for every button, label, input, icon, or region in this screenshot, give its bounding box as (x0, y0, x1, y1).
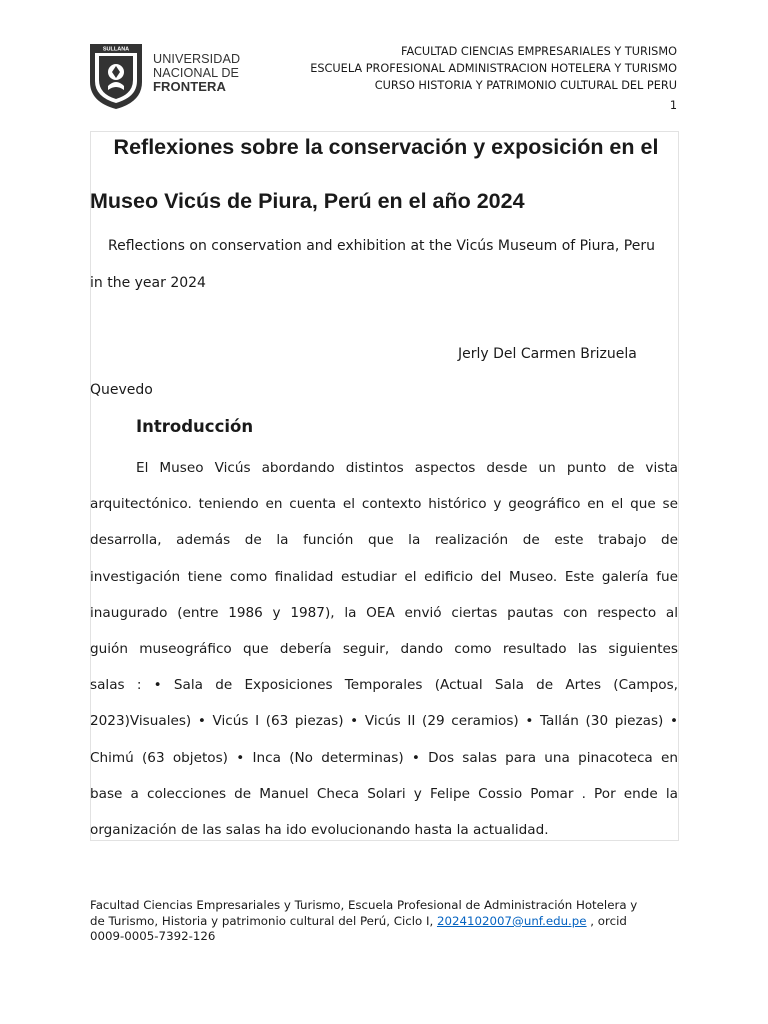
body-line: desarrolla, además de la función que la realización de este trabajo de (90, 532, 678, 549)
body-line: arquitectónico. teniendo en cuenta el contexto histórico y geográfico en el que se (90, 496, 678, 513)
body-line: 2023)Visuales) • Vicús I (63 piezas) • Vicús II (29 ceramios) • Tallán (30 piezas) • (90, 713, 678, 730)
page-footer (90, 898, 637, 945)
body-line: inaugurado (entre 1986 y 1987), la OEA envió ciertas pautas con respecto al (90, 604, 678, 621)
university-name (153, 53, 240, 94)
header-line: FACULTAD CIENCIAS EMPRESARIALES Y TURISMO (401, 45, 677, 58)
section-heading: Introducción (136, 417, 254, 436)
body-paragraph (90, 450, 678, 848)
body-line: salas : • Sala de Exposiciones Temporales (Actual Sala de Artes (Campos, (90, 677, 678, 694)
author-email-link[interactable]: 2024102007@unf.edu.pe (436, 913, 587, 928)
footer-line (90, 914, 637, 930)
university-name-line: UNIVERSIDAD (153, 52, 241, 66)
header-line: CURSO HISTORIA Y PATRIMONIO CULTURAL DEL PERU (374, 79, 677, 92)
title-line: Museo Vicús de Piura, Perú en el año 2024 (90, 189, 525, 213)
body-line: organización de las salas ha ido evolucionando hasta la actualidad. (90, 821, 549, 838)
document-title (90, 120, 678, 228)
header-line: ESCUELA PROFESIONAL ADMINISTRACION HOTELERA Y TURISMO (310, 62, 677, 75)
body-line: El Museo Vicús abordando distintos aspectos desde un punto de vista (136, 460, 678, 476)
footer-line: Facultad Ciencias Empresariales y Turismo, Escuela Profesional de Administración Hotelera y (90, 898, 638, 912)
author-name-line-1: Jerly Del Carmen Brizuela (458, 346, 637, 362)
subtitle-line: Reflections on conservation and exhibition at the Vicús Museum of Piura, Peru (108, 238, 655, 254)
university-name-line: NACIONAL DE (153, 65, 240, 80)
university-name-line: FRONTERA (153, 79, 227, 95)
author-name-line-2: Quevedo (90, 382, 153, 398)
page-number: 1 (669, 99, 677, 112)
seal-label: SULLANA (102, 46, 130, 53)
body-line: Chimú (63 objetos) • Inca (No determinas) • Dos salas para una pinacoteca en (90, 749, 678, 766)
page-header (310, 43, 677, 114)
body-line: base a colecciones de Manuel Checa Solari y Felipe Cossio Pomar . Por ende la (90, 785, 678, 802)
title-line: Reflexiones sobre la conservación y exposición en el (113, 135, 659, 159)
subtitle-line: in the year 2024 (90, 275, 206, 291)
body-line: guión museográfico que debería seguir, dando como resultado las siguientes (90, 640, 678, 657)
orcid-id: 0009-0005-7392-126 (90, 929, 216, 944)
footer-text: de Turismo, Historia y patrimonio cultural del Perú, Ciclo I, (90, 913, 437, 928)
footer-text: , orcid (586, 913, 627, 928)
body-line: investigación tiene como finalidad estudiar el edificio del Museo. Este galería fue (90, 568, 678, 585)
university-shield-logo (88, 42, 144, 111)
document-subtitle (90, 228, 678, 302)
